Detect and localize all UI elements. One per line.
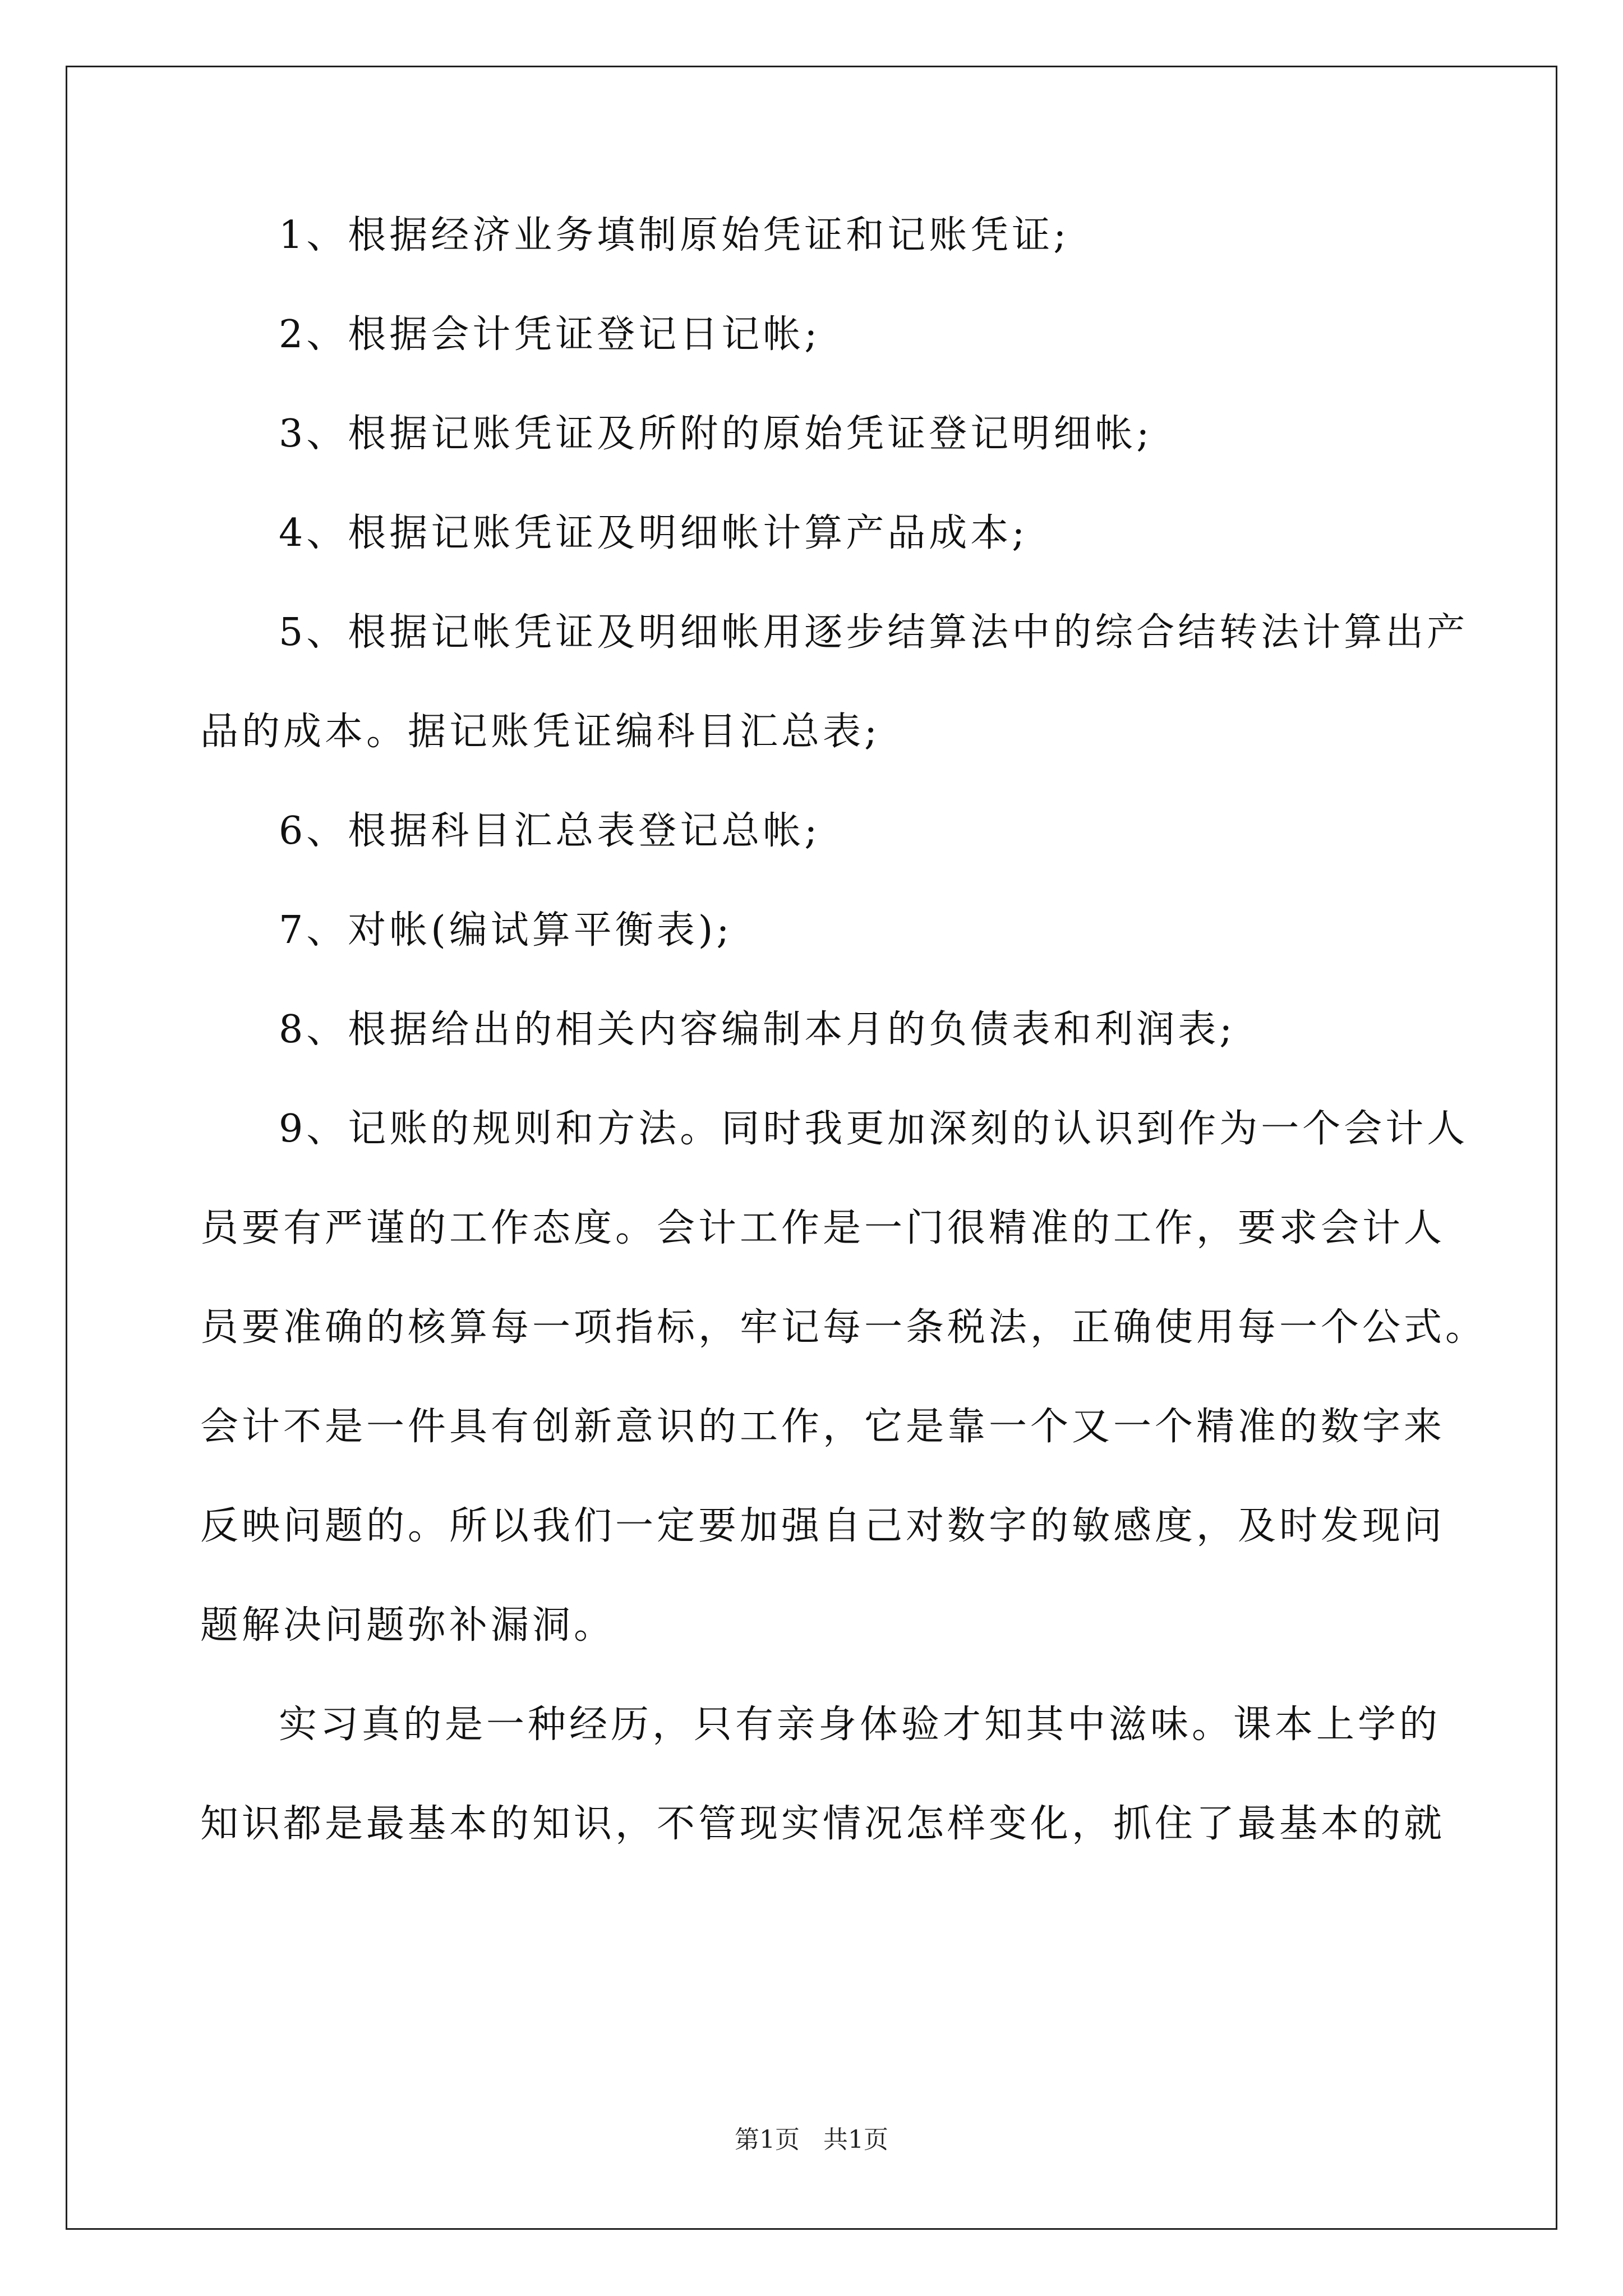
paragraph-line: 会计不是一件具有创新意识的工作，它是靠一个又一个精准的数字来 <box>200 1405 1446 1449</box>
list-item-2: 2、根据会计凭证登记日记帐; <box>279 312 821 357</box>
list-item-8: 8、根据给出的相关内容编制本月的负债表和利润表; <box>279 1007 1236 1052</box>
list-item-4: 4、根据记账凭证及明细帐计算产品成本; <box>279 511 1029 555</box>
paragraph-line: 实习真的是一种经历，只有亲身体验才知其中滋味。课本上学的 <box>279 1703 1441 1747</box>
list-item-6: 6、根据科目汇总表登记总帐; <box>279 809 821 853</box>
list-item-5: 5、根据记帐凭证及明细帐用逐步结算法中的综合结转法计算出产 <box>279 610 1469 655</box>
paragraph-line: 知识都是最基本的知识，不管现实情况怎样变化，抓住了最基本的就 <box>200 1802 1446 1846</box>
paragraph-line: 员要有严谨的工作态度。会计工作是一门很精准的工作，要求会计人 <box>200 1206 1446 1250</box>
page-count: 共1页 <box>823 2125 888 2154</box>
paragraph-line: 员要准确的核算每一项指标，牢记每一条税法，正确使用每一个公式。 <box>200 1305 1487 1350</box>
list-item-1: 1、根据经济业务填制原始凭证和记账凭证; <box>279 213 1070 257</box>
list-item-9: 9、记账的规则和方法。同时我更加深刻的认识到作为一个会计人 <box>279 1107 1469 1151</box>
list-item-5-continued: 品的成本。据记账凭证编科目汇总表; <box>200 710 880 754</box>
page-number: 第1页 <box>735 2125 800 2154</box>
paragraph-line: 反映问题的。所以我们一定要加强自己对数字的敏感度，及时发现问 <box>200 1504 1446 1548</box>
page-footer <box>0 2126 1623 2154</box>
list-item-7: 7、对帐(编试算平衡表); <box>279 908 733 953</box>
paragraph-line: 题解决问题弥补漏洞。 <box>200 1603 616 1648</box>
list-item-3: 3、根据记账凭证及所附的原始凭证登记明细帐; <box>279 412 1153 456</box>
